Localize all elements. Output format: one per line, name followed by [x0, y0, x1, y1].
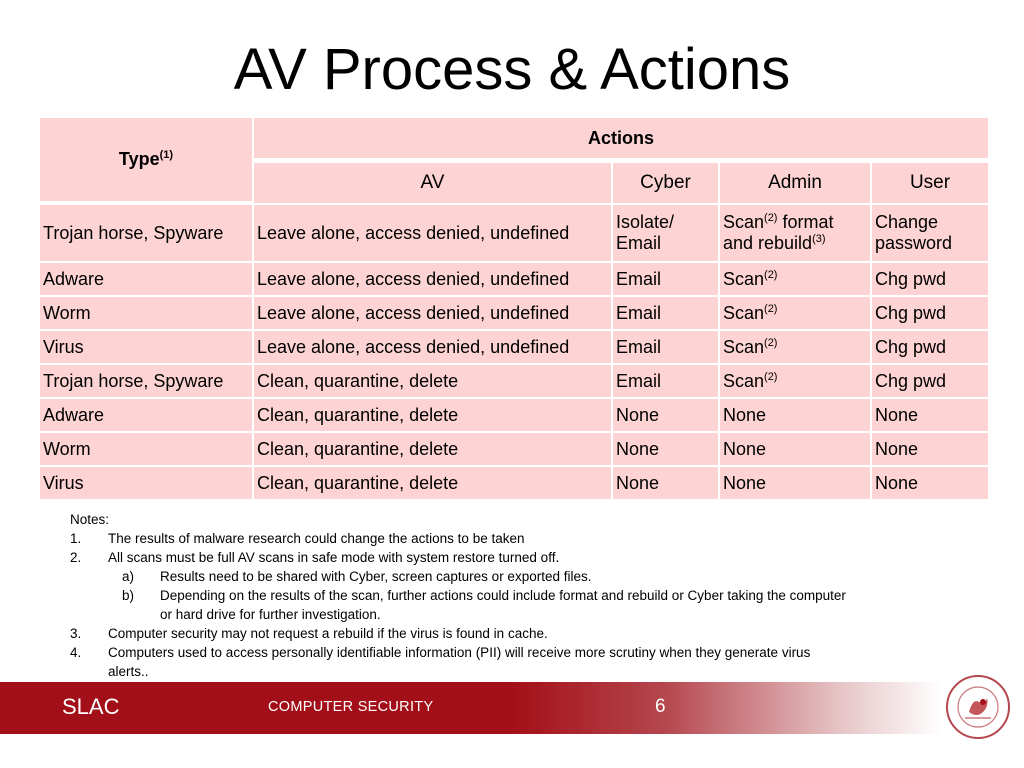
- table-row: [40, 467, 990, 501]
- cell-type: Adware: [40, 399, 254, 433]
- cell-user: None: [872, 433, 990, 467]
- table-row: [40, 365, 990, 399]
- cell-cyber: None: [613, 467, 720, 501]
- note-subitem: a) Results need to be shared with Cyber, screen captures or exported files.: [122, 569, 592, 584]
- slide-title: AV Process & Actions: [233, 37, 791, 102]
- cell-admin: None: [720, 433, 872, 467]
- note-item: 3. Computer security may not request a rebuild if the virus is found in cache.: [70, 626, 548, 641]
- cell-user: Chg pwd: [872, 263, 990, 297]
- cell-cyber: Isolate/ Email: [613, 205, 720, 263]
- cell-admin: None: [720, 467, 872, 501]
- cell-cyber: Email: [613, 331, 720, 365]
- column-header-cyber: Cyber: [613, 160, 720, 205]
- note-subitem-continued: or hard drive for further investigation.: [160, 607, 381, 622]
- cell-av: Leave alone, access denied, undefined: [254, 263, 613, 297]
- cell-user: None: [872, 467, 990, 501]
- footer-section: COMPUTER SECURITY: [268, 699, 434, 715]
- footer-bar: [0, 682, 1024, 734]
- slac-security-seal-icon: [945, 674, 1011, 740]
- column-header-av: AV: [254, 160, 613, 205]
- table-row: [40, 263, 990, 297]
- notes-heading: Notes:: [70, 512, 110, 527]
- cell-type: Trojan horse, Spyware: [40, 365, 254, 399]
- column-header-admin: Admin: [720, 160, 872, 205]
- cell-av: Clean, quarantine, delete: [254, 399, 613, 433]
- cell-av: Leave alone, access denied, undefined: [254, 205, 613, 263]
- cell-admin: Scan$^{(2)}$: [720, 365, 872, 399]
- cell-av: Leave alone, access denied, undefined: [254, 297, 613, 331]
- note-subitem: b) Depending on the results of the scan, further actions could include format and rebuild or Cyber taking the computer: [122, 588, 846, 603]
- actions-header: Actions: [254, 118, 990, 160]
- cell-admin: Scan$^{(2)}$ format and rebuild$^{(3)}$: [720, 205, 872, 263]
- cell-user: Chg pwd: [872, 297, 990, 331]
- cell-type: Worm: [40, 297, 254, 331]
- cell-type: Virus: [40, 467, 254, 501]
- cell-type: Trojan horse, Spyware: [40, 205, 254, 263]
- cell-user: Chg pwd: [872, 365, 990, 399]
- cell-cyber: Email: [613, 365, 720, 399]
- cell-type: Virus: [40, 331, 254, 365]
- cell-av: Clean, quarantine, delete: [254, 467, 613, 501]
- note-item-continued: alerts..: [108, 664, 149, 679]
- cell-av: Leave alone, access denied, undefined: [254, 331, 613, 365]
- cell-cyber: Email: [613, 297, 720, 331]
- cell-type: Worm: [40, 433, 254, 467]
- cell-admin: Scan$^{(2)}$: [720, 297, 872, 331]
- cell-cyber: Email: [613, 263, 720, 297]
- table-row: [40, 331, 990, 365]
- cell-user: Change password: [872, 205, 990, 263]
- cell-type: Adware: [40, 263, 254, 297]
- footer-org: SLAC: [62, 694, 120, 719]
- note-item: 1. The results of malware research could change the actions to be taken: [70, 531, 525, 546]
- note-item: 4. Computers used to access personally identifiable information (PII) will receive more scrutiny when they generate virus: [70, 645, 811, 660]
- cell-user: Chg pwd: [872, 331, 990, 365]
- cell-user: None: [872, 399, 990, 433]
- notes-block: [70, 510, 970, 681]
- table-row: [40, 297, 990, 331]
- av-actions-table: [40, 118, 990, 501]
- table-row: [40, 399, 990, 433]
- cell-cyber: None: [613, 399, 720, 433]
- cell-av: Clean, quarantine, delete: [254, 433, 613, 467]
- table-header-row: [40, 118, 990, 160]
- page-number: 6: [655, 696, 666, 717]
- note-item: 2. All scans must be full AV scans in safe mode with system restore turned off.: [70, 550, 560, 565]
- type-header: Type$^{(1)}$: [40, 118, 254, 205]
- table-row: [40, 433, 990, 467]
- cell-admin: Scan$^{(2)}$: [720, 331, 872, 365]
- cell-admin: None: [720, 399, 872, 433]
- cell-cyber: None: [613, 433, 720, 467]
- cell-admin: Scan$^{(2)}$: [720, 263, 872, 297]
- column-header-user: User: [872, 160, 990, 205]
- cell-av: Clean, quarantine, delete: [254, 365, 613, 399]
- table-row: [40, 205, 990, 263]
